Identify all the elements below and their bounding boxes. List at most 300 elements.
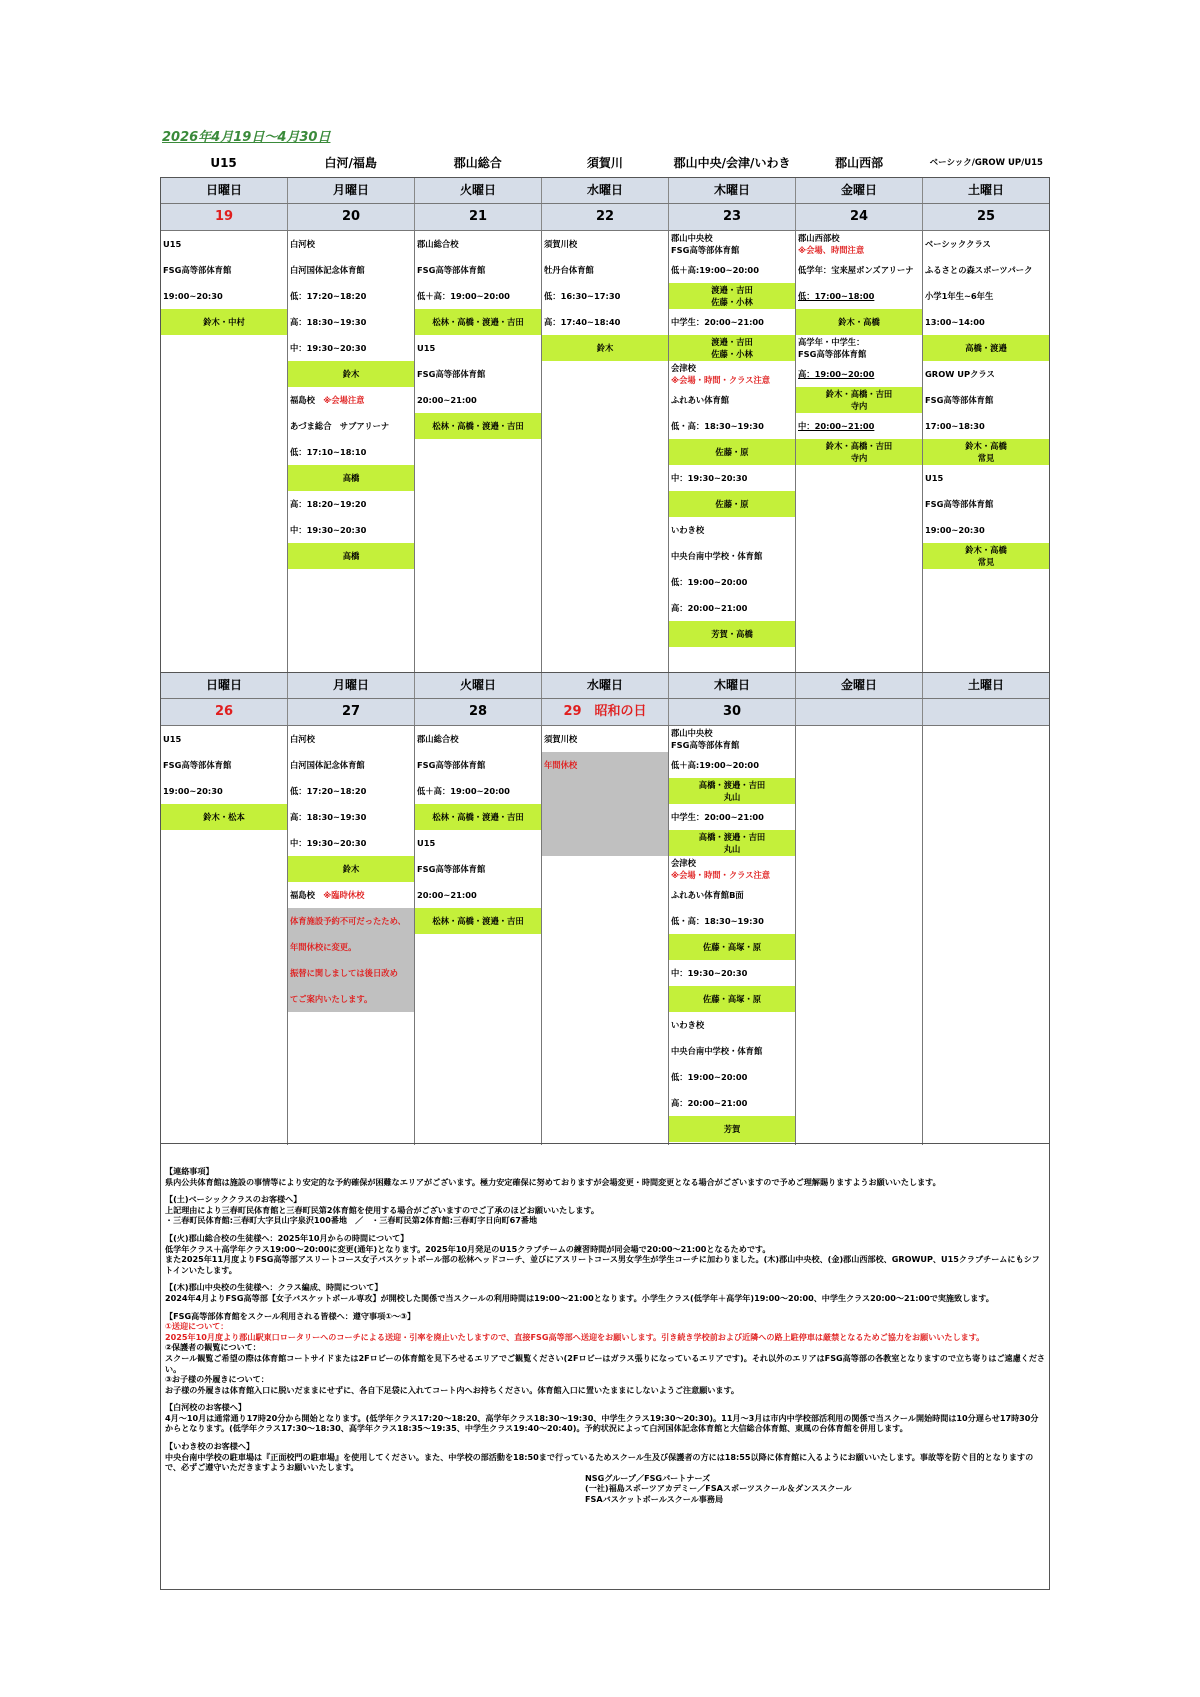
date-cell: 20 <box>288 204 415 230</box>
closure-note: 年間休校に変更。 <box>290 942 357 952</box>
notice-line: ③お子様の外履きについて： <box>165 1374 269 1385</box>
schedule-text: 松林・高橋・渡邉・吉田 <box>432 812 524 822</box>
schedule-cell <box>288 778 414 804</box>
schedule-text: 佐藤・高塚・原 <box>702 994 762 1004</box>
closure-note: 振替に関しましては後日改め <box>290 968 398 978</box>
coach-cell <box>161 804 287 830</box>
schedule-text: 低：17:10~18:10 <box>290 447 367 457</box>
schedule-text: FSG高等部体育館 <box>163 265 232 275</box>
schedule-text: 低＋高：19:00~20:00 <box>417 786 510 796</box>
notice-line: 低学年クラス＋高学年クラス19:00～20:00に変更(通年)となります。2025年10月発足のU15クラブチームの練習時間が同会場で20:00～21:00となるためです。 <box>165 1243 771 1254</box>
schedule-text: 中：20:00~21:00 <box>798 421 875 431</box>
schedule-cell <box>161 778 287 804</box>
schedule-text: 中：19:30~20:30 <box>290 838 367 848</box>
schedule-text: 高：19:00~20:00 <box>798 369 875 379</box>
day-column <box>415 726 542 1145</box>
schedule-text: 渡邉・吉田 <box>711 285 753 295</box>
schedule-text-line2: FSG高等部体育館 <box>798 349 867 359</box>
warning-note: ※会場・時間・クラス注意 <box>671 870 771 880</box>
coach-cell <box>923 543 1049 569</box>
notice-line: ①送迎について： <box>165 1321 229 1332</box>
schedule-text: 低・高：18:30~19:30 <box>671 421 764 431</box>
schedule-cell <box>288 387 414 413</box>
coach-cell <box>288 543 414 569</box>
schedule-text: 13:00~14:00 <box>925 317 985 327</box>
schedule-text: 中：19:30~20:30 <box>290 343 367 353</box>
coach-cell <box>161 309 287 335</box>
coach-cell <box>415 309 541 335</box>
weekday-header-row <box>161 178 1049 204</box>
schedule-text: 低：16:30~17:30 <box>544 291 621 301</box>
weekday-label: 日曜日 <box>161 178 288 203</box>
closed-cell <box>542 804 668 830</box>
schedule-text: 中学生：20:00~21:00 <box>671 317 764 327</box>
category-label: 郡山総合 <box>453 156 502 170</box>
schedule-text: FSG高等部体育館 <box>925 395 994 405</box>
schedule-text: 中学生：20:00~21:00 <box>671 812 764 822</box>
schedule-text: 松林・高橋・渡邉・吉田 <box>432 421 524 431</box>
weekday-label: 土曜日 <box>967 183 1004 197</box>
schedule-cell <box>288 335 414 361</box>
schedule-text: FSG高等部体育館 <box>417 265 486 275</box>
schedule-cell <box>415 361 541 387</box>
weekday-label: 木曜日 <box>669 178 796 203</box>
schedule-text: 白河国体記念体育館 <box>290 760 365 770</box>
schedule-cell <box>415 387 541 413</box>
schedule-text: 高：20:00~21:00 <box>671 603 748 613</box>
schedule-text: 低＋高:19:00~20:00 <box>671 265 759 275</box>
schedule-cell <box>415 752 541 778</box>
signature-line: FSAバスケットボールスクール事務局 <box>585 1494 724 1505</box>
schedule-text: 高：18:20~19:20 <box>290 499 367 509</box>
schedule-text: 20:00~21:00 <box>417 395 477 405</box>
closed-cell <box>542 830 668 856</box>
warning-note: ※会場注意 <box>314 395 365 405</box>
closed-cell <box>542 778 668 804</box>
schedule-text: 佐藤・高塚・原 <box>702 942 762 952</box>
schedule-text: 会津校 <box>671 363 696 373</box>
schedule-cell <box>415 335 541 361</box>
coach-cell <box>415 413 541 439</box>
schedule-text-line2: 常見 <box>977 557 995 567</box>
schedule-cell <box>288 413 414 439</box>
schedule-text: U15 <box>163 239 182 249</box>
schedule-cell <box>161 257 287 283</box>
schedule-cell <box>542 309 668 335</box>
schedule-text-line2: 丸山 <box>723 792 741 802</box>
schedule-text-line2: 佐藤・小林 <box>711 349 753 359</box>
schedule-text: FSG高等部体育館 <box>925 499 994 509</box>
weekday-label: 火曜日 <box>415 178 542 203</box>
coach-cell <box>669 986 795 1012</box>
day-column <box>796 231 923 674</box>
schedule-text: 中：19:30~20:30 <box>671 473 748 483</box>
schedule-text: 19:00~20:30 <box>925 525 985 535</box>
schedule-cell <box>542 231 668 257</box>
schedule-cell <box>288 752 414 778</box>
coach-cell <box>923 439 1049 465</box>
schedule-cell <box>669 1012 795 1038</box>
schedule-cell <box>288 517 414 543</box>
schedule-text: U15 <box>925 473 944 483</box>
schedule-text: 鈴木 <box>342 864 360 874</box>
coach-cell <box>669 830 795 856</box>
schedule-cell <box>669 465 795 491</box>
closed-cell <box>288 986 414 1012</box>
notice-line: 2024年4月よりFSG高等部【女子バスケットボール専攻】が開校した関係で当スクールの利用時間は19:00～21:00となります。小学生クラス(低学年＋高学年)19:00～20:00、中学生クラス20:00～21:00で実施致します。 <box>165 1292 994 1303</box>
day-column <box>288 726 415 1145</box>
day-column <box>288 231 415 674</box>
schedule-text: 低：17:20~18:20 <box>290 291 367 301</box>
coach-cell <box>542 335 668 361</box>
schedule-text: 鈴木・松本 <box>203 812 245 822</box>
day-column <box>923 726 1049 1145</box>
schedule-cell <box>161 231 287 257</box>
schedule-cell <box>669 882 795 908</box>
schedule-text: 牡丹台体育館 <box>544 265 594 275</box>
schedule-text: 須賀川校 <box>544 734 578 744</box>
schedule-text: U15 <box>163 734 182 744</box>
closed-cell <box>542 752 668 778</box>
schedule-cell <box>669 1064 795 1090</box>
schedule-cell <box>669 543 795 569</box>
day-column <box>796 726 923 1145</box>
schedule-text-line2: 寺内 <box>850 401 868 411</box>
schedule-cell <box>542 726 668 752</box>
schedule-cell <box>669 1038 795 1064</box>
schedule-cell <box>669 960 795 986</box>
day-column <box>542 726 669 1145</box>
date-cell: 25 <box>976 209 996 224</box>
schedule-cell <box>288 804 414 830</box>
notice-line: ・三春町民体育館:三春町大字貝山字泉沢100番地 ／ ・三春町民第2体育館:三春町字日向町67番地 <box>165 1215 538 1226</box>
schedule-text-line2: FSG高等部体育館 <box>671 740 740 750</box>
weekday-label: 土曜日 <box>967 678 1004 692</box>
schedule-text: 中：19:30~20:30 <box>290 525 367 535</box>
coach-cell <box>288 856 414 882</box>
schedule-cell <box>923 231 1049 257</box>
schedule-cell <box>288 309 414 335</box>
schedule-cell <box>923 517 1049 543</box>
coach-cell <box>669 439 795 465</box>
coach-cell <box>669 335 795 361</box>
schedule-text: 須賀川校 <box>544 239 578 249</box>
schedule-cell <box>923 257 1049 283</box>
notice-line: 県内公共体育館は施設の事情等により安定的な予約確保が困難なエリアがございます。極力安定確保に努めておりますが会場変更・時間変更となる場合がございますので予めご理解賜りますようお願いいたします。 <box>165 1176 941 1187</box>
schedule-text: 鈴木・中村 <box>203 317 245 327</box>
closed-cell <box>288 908 414 934</box>
warning-note: ※臨時休校 <box>314 890 365 900</box>
schedule-cell <box>669 908 795 934</box>
category-label: 郡山西部 <box>835 156 884 170</box>
schedule-text: 高橋 <box>342 551 360 561</box>
schedule-cell <box>288 231 414 257</box>
coach-cell <box>669 778 795 804</box>
schedule-cell <box>415 231 541 257</box>
schedule-text: 小学1年生~6年生 <box>925 291 994 301</box>
date-cell: 27 <box>288 699 415 725</box>
schedule-text: 低：17:20~18:20 <box>290 786 367 796</box>
schedule-text: 郡山西部校 <box>798 233 840 243</box>
schedule-cell <box>288 882 414 908</box>
schedule-text: 白河国体記念体育館 <box>290 265 365 275</box>
schedule-text: 高学年・中学生： <box>798 337 865 347</box>
category-label: 郡山中央/会津/いわき <box>673 156 791 170</box>
coach-cell <box>796 387 922 413</box>
schedule-cell <box>923 361 1049 387</box>
week-body <box>161 231 1049 674</box>
schedule-text: ベーシッククラス <box>925 239 991 249</box>
schedule-text: 松林・高橋・渡邉・吉田 <box>432 317 524 327</box>
schedule-cell <box>161 283 287 309</box>
notice-line: 中央台南中学校の駐車場は『正面校門の駐車場』を使用してください。また、中学校の部活動を18:50まで行っているためスクール生及び保護者の方には18:55以降に体育館に入るようにお願いいたします。事故等を防ぐ目的となりますので、必ずご遵守いただきますようお願いいたします。 <box>165 1451 1034 1473</box>
schedule-text: 郡山中央校 <box>671 233 713 243</box>
schedule-cell <box>923 309 1049 335</box>
notice-line: 【(土)ベーシッククラスのお客様へ】 <box>165 1194 302 1205</box>
date-cell: 24 <box>796 204 923 230</box>
schedule-cell <box>669 804 795 830</box>
schedule-cell <box>415 882 541 908</box>
schedule-text-line2: 寺内 <box>850 453 868 463</box>
coach-cell <box>288 465 414 491</box>
schedule-text: 高：20:00~21:00 <box>671 1098 748 1108</box>
schedule-text: 高：18:30~19:30 <box>290 317 367 327</box>
schedule-text: 中：19:30~20:30 <box>671 968 748 978</box>
weekday-label: 水曜日 <box>542 178 669 203</box>
day-column <box>415 231 542 674</box>
schedule-text: 中央台南中学校・体育館 <box>671 1046 763 1056</box>
schedule-cell <box>669 752 795 778</box>
schedule-text: 芳賀 <box>723 1124 741 1134</box>
week-2-grid <box>160 672 1050 1144</box>
schedule-cell <box>288 830 414 856</box>
schedule-text: 福島校 <box>290 395 315 405</box>
day-column <box>669 231 796 674</box>
category-header <box>160 152 1050 174</box>
weekday-label: 水曜日 <box>542 673 669 698</box>
schedule-cell <box>923 283 1049 309</box>
schedule-cell <box>288 491 414 517</box>
schedule-text: 19:00~20:30 <box>163 291 223 301</box>
schedule-cell <box>923 413 1049 439</box>
closure-note: てご案内いたします。 <box>290 994 373 1004</box>
category-label: ベーシック/GROW UP/U15 <box>929 158 1043 168</box>
schedule-text: あづま総合 サブアリーナ <box>290 421 390 431</box>
schedule-text: 低：19:00~20:00 <box>671 1072 748 1082</box>
schedule-cell <box>542 257 668 283</box>
schedule-text: 松林・高橋・渡邉・吉田 <box>432 916 524 926</box>
schedule-cell <box>415 856 541 882</box>
schedule-text: 低＋高：19:00~20:00 <box>417 291 510 301</box>
weekday-label: 月曜日 <box>288 178 415 203</box>
schedule-text: いわき校 <box>671 1020 705 1030</box>
schedule-text: 高橋・渡邉・吉田 <box>698 832 766 842</box>
weekday-label: 金曜日 <box>796 673 923 698</box>
schedule-text: 低学年：宝来屋ボンズアリーナ <box>798 265 914 275</box>
schedule-cell <box>796 413 922 439</box>
notice-line: 【いわき校のお客様へ】 <box>165 1441 255 1452</box>
day-column <box>161 231 288 674</box>
coach-cell <box>923 335 1049 361</box>
schedule-text: 鈴木・高橋 <box>838 317 880 327</box>
schedule-text: ふるさとの森スポーツパーク <box>925 265 1033 275</box>
weekday-label: 月曜日 <box>288 673 415 698</box>
closed-cell <box>288 960 414 986</box>
signature-line: NSGグループ／FSGパートナーズ <box>585 1472 711 1483</box>
schedule-cell <box>796 335 922 361</box>
date-cell: 22 <box>542 204 669 230</box>
coach-cell <box>415 908 541 934</box>
schedule-cell <box>669 257 795 283</box>
schedule-text: FSG高等部体育館 <box>417 369 486 379</box>
day-column <box>669 726 796 1145</box>
schedule-cell <box>415 778 541 804</box>
notice-line: 【(木)郡山中央校の生徒様へ：クラス編成、時間について】 <box>165 1282 383 1293</box>
schedule-text: 郡山中央校 <box>671 728 713 738</box>
schedule-text: いわき校 <box>671 525 705 535</box>
schedule-cell <box>669 309 795 335</box>
schedule-cell <box>415 283 541 309</box>
coach-cell <box>796 439 922 465</box>
coach-cell <box>669 491 795 517</box>
schedule-cell <box>669 387 795 413</box>
notice-line: 4月～10月は通常通り17時20分から開始となります。(低学年クラス17:20～18:20、高学年クラス18:30～19:30、中学生クラス19:30～20:30)。11月～3月は市内中学校部活利用の関係で当スクール開始時間は10分遅らせ17時30分からとなります。(低学年クラス17:30～18:30、高学年クラス18:35～19:35、中学生クラス19:40～20:40)。予約状況によって白河国体記念体育館と大信総合体育館、東風の台体育館を併用します。 <box>165 1412 1039 1434</box>
schedule-cell <box>161 726 287 752</box>
schedule-text: 佐藤・原 <box>715 499 749 509</box>
warning-note: ※会場・時間・クラス注意 <box>671 375 771 385</box>
schedule-cell <box>415 830 541 856</box>
notices-box <box>160 1143 1050 1590</box>
category-label: 白河/福島 <box>324 156 377 170</box>
schedule-cell <box>669 413 795 439</box>
day-column <box>923 231 1049 674</box>
schedule-text: 低：17:00~18:00 <box>798 291 875 301</box>
schedule-cell <box>669 569 795 595</box>
schedule-cell <box>796 283 922 309</box>
schedule-cell <box>288 257 414 283</box>
date-cell: 26 <box>161 699 288 725</box>
notice-line: 上記理由により三春町民体育館と三春町民第2体育館を使用する場合がございますのでご了承のほどお願いいたします。 <box>165 1204 599 1215</box>
schedule-cell <box>669 231 795 257</box>
schedule-cell <box>415 257 541 283</box>
notice-line: 2025年10月度より郡山駅東口ロータリーへのコーチによる送迎・引率を廃止いたしますので、直接FSG高等部へ送迎をお願いします。引き続き学校前および近隣への路上駐停車は厳禁となるためご協力をお願いいたします。 <box>165 1331 985 1342</box>
schedule-text: GROW UPクラス <box>925 369 995 379</box>
schedule-text: 低：19:00~20:00 <box>671 577 748 587</box>
closure-note: 年間休校 <box>544 760 578 770</box>
notice-line: ②保護者の観覧について： <box>165 1342 261 1353</box>
schedule-text: FSG高等部体育館 <box>417 864 486 874</box>
schedule-text: 19:00~20:30 <box>163 786 223 796</box>
schedule-text: 低・高：18:30~19:30 <box>671 916 764 926</box>
week-body <box>161 726 1049 1145</box>
closure-note: 体育施設予約不可だったため、 <box>290 916 406 926</box>
schedule-text: 鈴木・高橋・吉田 <box>825 441 893 451</box>
coach-cell <box>669 283 795 309</box>
schedule-text: FSG高等部体育館 <box>163 760 232 770</box>
date-cell <box>796 699 923 725</box>
schedule-period: 2026年4月19日～4月30日 <box>162 130 331 145</box>
schedule-text: 低＋高:19:00~20:00 <box>671 760 759 770</box>
schedule-cell <box>415 726 541 752</box>
closed-cell <box>288 934 414 960</box>
schedule-cell <box>542 283 668 309</box>
schedule-text: 佐藤・原 <box>715 447 749 457</box>
notice-line: スクール観覧ご希望の際は体育館コートサイドまたは2Fロビーの体育館を見下ろせるエリアでご観覧ください(2Fロビーはガラス張りになっているエリアです)。それ以外のエリアはFSG高等部の各教室となりますので立ち寄りはご遠慮ください。 <box>165 1352 1046 1374</box>
notice-line: また2025年11月度よりFSG高等部アスリートコース女子バスケットボール部の松林ヘッドコーチ、並びにアスリートコース男女学生が学生コーチに加わりました。(木)郡山中央校、(金)郡山西部校、GROWUP、U15クラブチームにもシフトインいたします。 <box>165 1254 1040 1275</box>
schedule-text: 中央台南中学校・体育館 <box>671 551 763 561</box>
schedule-text: 会津校 <box>671 858 696 868</box>
schedule-cell <box>923 491 1049 517</box>
day-column <box>542 231 669 674</box>
coach-cell <box>288 361 414 387</box>
weekday-label: 金曜日 <box>796 178 923 203</box>
coach-cell <box>669 621 795 647</box>
schedule-text: 芳賀・高橋 <box>711 629 753 639</box>
schedule-text-line2: 常見 <box>977 453 995 463</box>
date-cell: 30 <box>669 699 796 725</box>
schedule-text: 高橋・渡邉・吉田 <box>698 780 766 790</box>
date-cell: 28 <box>415 699 542 725</box>
schedule-cell <box>796 231 922 257</box>
schedule-cell <box>288 283 414 309</box>
schedule-text: FSG高等部体育館 <box>417 760 486 770</box>
weekday-label: 火曜日 <box>415 673 542 698</box>
date-row <box>161 699 1049 726</box>
schedule-cell <box>669 1090 795 1116</box>
schedule-text: 白河校 <box>290 239 315 249</box>
schedule-text: U15 <box>417 343 436 353</box>
schedule-text: U15 <box>417 838 436 848</box>
schedule-text: 鈴木・高橋 <box>965 545 1007 555</box>
schedule-cell <box>923 387 1049 413</box>
schedule-text-line2: 丸山 <box>723 844 741 854</box>
schedule-cell <box>923 465 1049 491</box>
date-cell: 21 <box>415 204 542 230</box>
notice-line: 【連絡事項】 <box>165 1166 214 1176</box>
schedule-cell <box>796 361 922 387</box>
date-cell: 23 <box>669 204 796 230</box>
schedule-text: 鈴木 <box>596 343 614 353</box>
schedule-text: 鈴木 <box>342 369 360 379</box>
schedule-text: ふれあい体育館B面 <box>671 890 744 900</box>
schedule-text: 白河校 <box>290 734 315 744</box>
schedule-cell <box>796 257 922 283</box>
schedule-cell <box>669 517 795 543</box>
schedule-cell <box>288 726 414 752</box>
schedule-text: 鈴木・高橋・吉田 <box>825 389 893 399</box>
schedule-text: 17:00~18:30 <box>925 421 985 431</box>
coach-cell <box>669 1116 795 1142</box>
schedule-text: 福島校 <box>290 890 315 900</box>
notice-line: 【(火)郡山総合校の生徒様へ：2025年10月からの時間について】 <box>165 1232 409 1243</box>
coach-cell <box>415 804 541 830</box>
weekday-label: 日曜日 <box>161 673 288 698</box>
schedule-text: 高：18:30~19:30 <box>290 812 367 822</box>
warning-note: ※会場、時間注意 <box>798 245 865 255</box>
signature-line: (一社)福島スポーツアカデミー／FSAスポーツスクール＆ダンススクール <box>585 1483 852 1494</box>
notice-line: 【白河校のお客様へ】 <box>165 1402 246 1413</box>
schedule-text: 高：17:40~18:40 <box>544 317 621 327</box>
date-cell <box>923 699 1049 725</box>
schedule-text-line2: FSG高等部体育館 <box>671 245 740 255</box>
schedule-text: 郡山総合校 <box>417 734 459 744</box>
schedule-text: 高橋・渡邉 <box>965 343 1007 353</box>
week-1-grid <box>160 177 1050 673</box>
date-row <box>161 204 1049 231</box>
schedule-text: ふれあい体育館 <box>671 395 730 405</box>
schedule-cell <box>669 726 795 752</box>
date-cell: 19 <box>161 204 288 230</box>
